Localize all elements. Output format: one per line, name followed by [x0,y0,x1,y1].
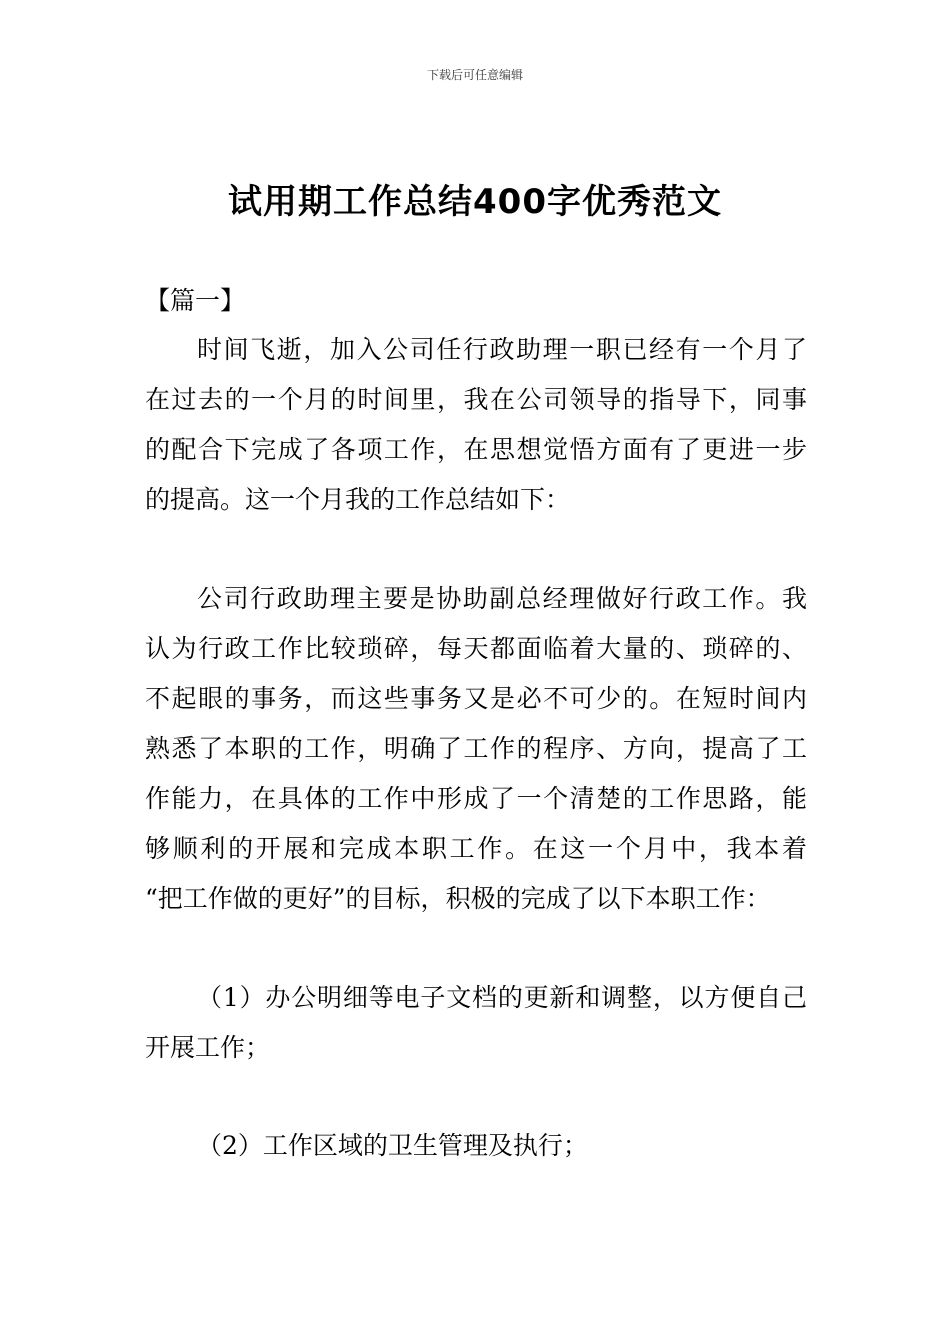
paragraph-line: 公司行政助理主要是协助副总经理做好行政工作。我 [197,584,807,613]
paragraph-line: “把工作做的更好”的目标，积极的完成了以下本职工作： [145,884,771,913]
paragraph-line: 的提高。这一个月我的工作总结如下： [145,485,571,514]
paragraph-line: 的配合下完成了各项工作，在思想觉悟方面有了更进一步 [145,435,807,464]
header-note: 下载后可任意编辑 [426,68,523,82]
paragraph-line: 够顺利的开展和完成本职工作。在这一个月中，我本着 [145,834,807,863]
paragraph-1 [145,325,807,525]
list-item-line: （2）工作区域的卫生管理及执行； [197,1131,588,1160]
list-item-1 [145,973,807,1073]
paragraph-line: 熟悉了本职的工作，明确了工作的程序、方向，提高了工 [145,734,807,763]
paragraph-line: 作能力，在具体的工作中形成了一个清楚的工作思路，能 [145,784,807,813]
paragraph-line: 不起眼的事务，而这些事务又是必不可少的。在短时间内 [145,684,807,713]
paragraph-line: 时间飞逝，加入公司任行政助理一职已经有一个月了 [197,335,807,364]
list-item-2 [145,1121,807,1171]
section-label: 【篇一】 [145,286,246,315]
list-item-line: 开展工作； [145,1033,271,1062]
paragraph-2 [145,574,807,924]
list-item-line: （1）办公明细等电子文档的更新和调整，以方便自己 [197,983,807,1012]
paragraph-line: 在过去的一个月的时间里，我在公司领导的指导下，同事 [145,385,807,414]
document-title: 试用期工作总结400字优秀范文 [228,182,722,222]
paragraph-line: 认为行政工作比较琐碎，每天都面临着大量的、琐碎的、 [145,634,807,663]
